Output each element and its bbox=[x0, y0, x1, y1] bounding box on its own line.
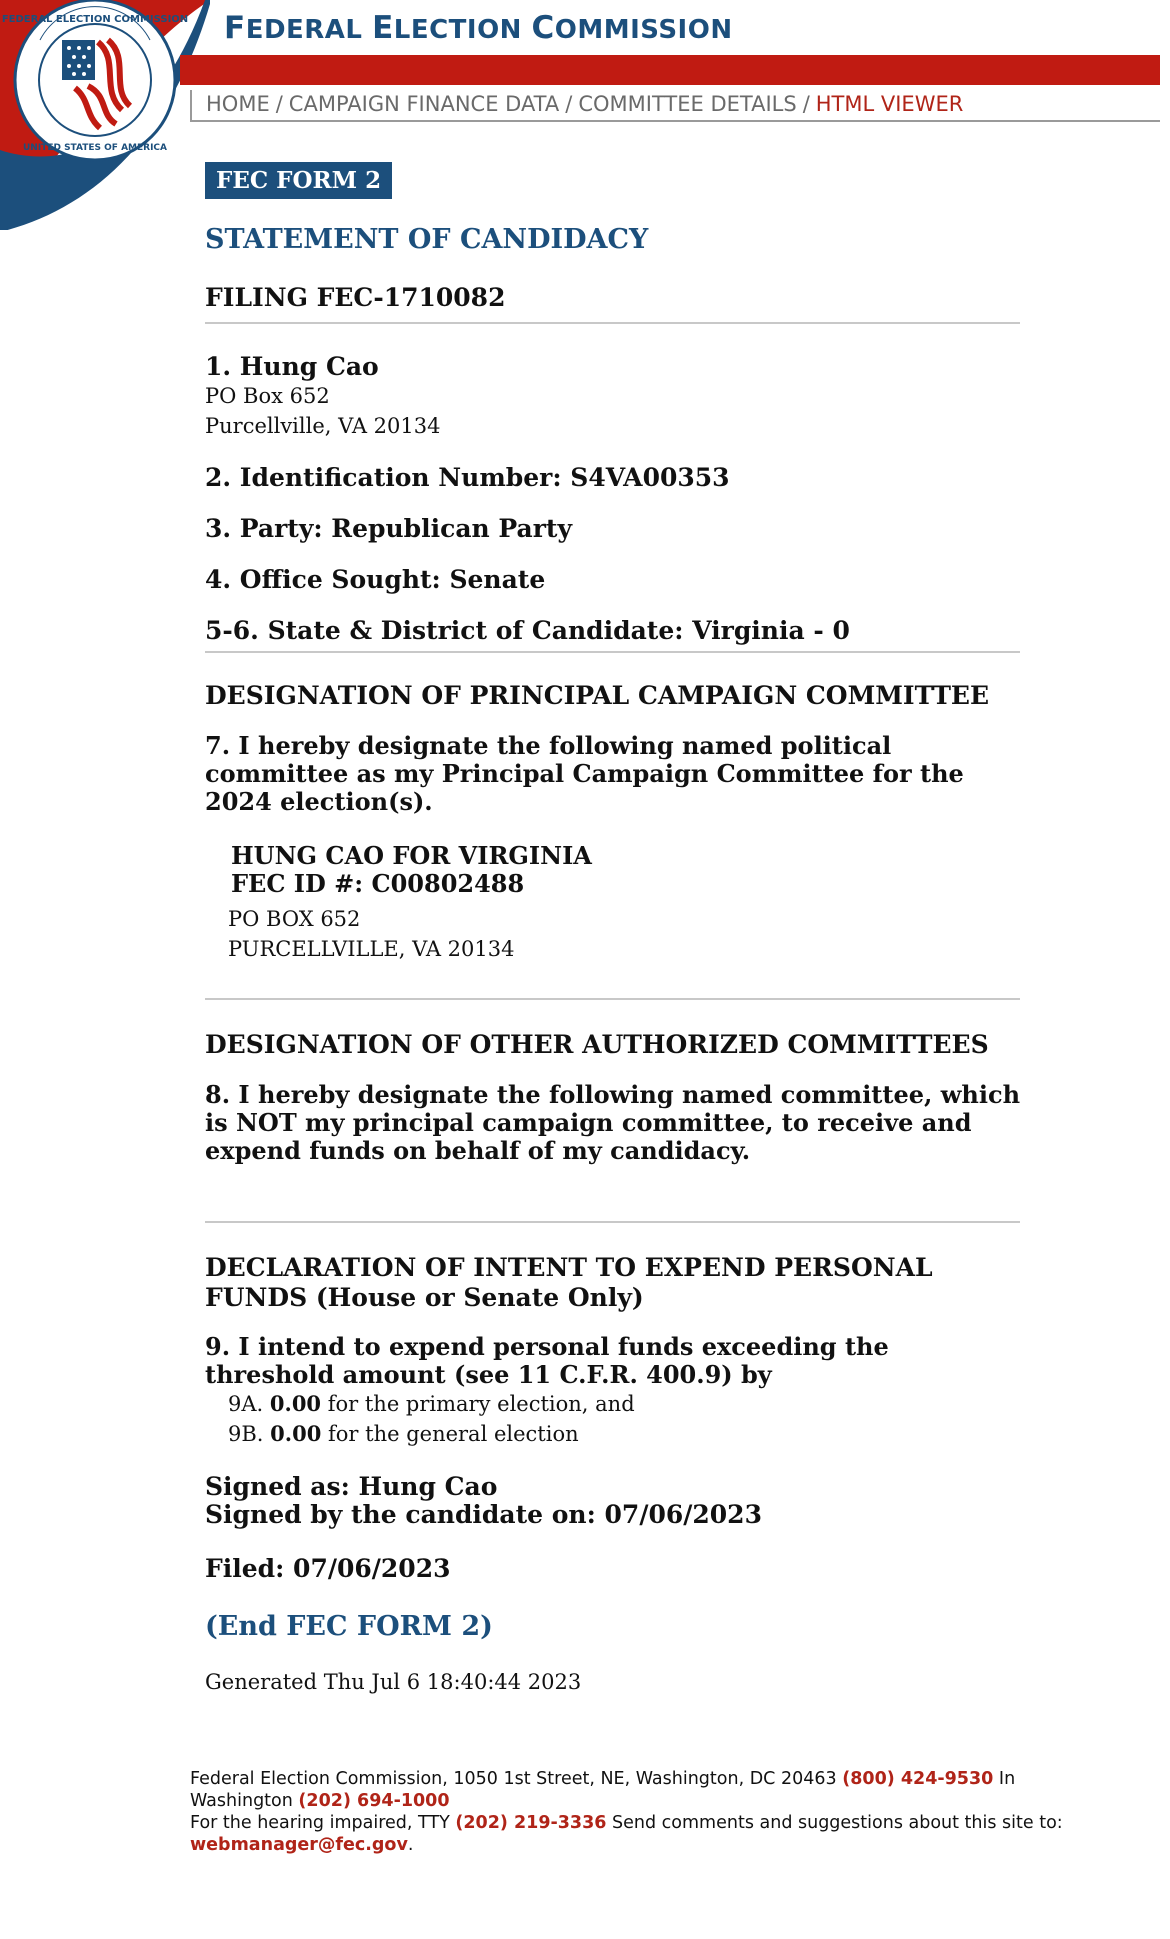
breadcrumb-separator: / bbox=[802, 92, 810, 116]
item9a: 9A. 0.00 for the primary election, and bbox=[228, 1391, 635, 1416]
other-committees-heading: DESIGNATION OF OTHER AUTHORIZED COMMITTEES bbox=[205, 1030, 989, 1059]
divider bbox=[205, 998, 1020, 1000]
breadcrumb-separator: / bbox=[275, 92, 283, 116]
breadcrumb-home[interactable]: HOME bbox=[206, 92, 270, 116]
item9-text: 9. I intend to expend personal funds exceeding the threshold amount (see 11 C.F.R. 400.9) by bbox=[205, 1332, 889, 1389]
fec-seal-logo[interactable] bbox=[0, 0, 210, 230]
principal-committee-heading: DESIGNATION OF PRINCIPAL CAMPAIGN COMMITTEE bbox=[205, 681, 990, 710]
personal-funds-heading: DECLARATION OF INTENT TO EXPEND PERSONAL FUNDS (House or Senate Only) bbox=[205, 1253, 933, 1312]
divider bbox=[205, 1221, 1020, 1223]
filed-date: Filed: 07/06/2023 bbox=[205, 1554, 451, 1583]
breadcrumb-campaign-finance-data[interactable]: CAMPAIGN FINANCE DATA bbox=[288, 92, 560, 116]
item8-text: 8. I hereby designate the following named committee, which is NOT my principal campaign committee, to receive and expend funds on behalf of my candidacy. bbox=[205, 1080, 1021, 1165]
committee-address-line1: PO BOX 652 bbox=[228, 907, 361, 931]
office-sought: 4. Office Sought: Senate bbox=[205, 565, 546, 594]
identification-number: 2. Identification Number: S4VA00353 bbox=[205, 463, 730, 492]
signed-on: Signed by the candidate on: 07/06/2023 bbox=[205, 1500, 762, 1529]
candidate-address-line2: Purcellville, VA 20134 bbox=[205, 414, 441, 438]
footer-phone-dc[interactable]: (202) 694-1000 bbox=[298, 1791, 450, 1811]
committee-name: HUNG CAO FOR VIRGINIA bbox=[231, 841, 592, 870]
footer bbox=[190, 1768, 1120, 1856]
breadcrumb bbox=[190, 90, 1160, 122]
footer-tty-label: For the hearing impaired, TTY bbox=[190, 1813, 450, 1833]
header-red-bar bbox=[180, 55, 1160, 85]
item9b: 9B. 0.00 for the general election bbox=[228, 1421, 579, 1446]
item7-text: 7. I hereby designate the following named political committee as my Principal Campaign Committee for the 2024 election(s). bbox=[205, 731, 964, 816]
footer-phone-tty[interactable]: (202) 219-3336 bbox=[455, 1813, 607, 1833]
form-badge: FEC FORM 2 bbox=[205, 162, 392, 199]
footer-address: Federal Election Commission, 1050 1st Street, NE, Washington, DC 20463 bbox=[190, 1769, 837, 1789]
form-content bbox=[205, 162, 1020, 1694]
committee-fec-id: FEC ID #: C00802488 bbox=[231, 869, 525, 898]
filing-id: FILING FEC-1710082 bbox=[205, 283, 1020, 324]
party: 3. Party: Republican Party bbox=[205, 514, 572, 543]
footer-period: . bbox=[407, 1835, 414, 1855]
committee-address-line2: PURCELLVILLE, VA 20134 bbox=[228, 937, 515, 961]
footer-email-link[interactable]: webmanager@fec.gov bbox=[190, 1835, 408, 1855]
end-form-marker: (End FEC FORM 2) bbox=[205, 1611, 493, 1642]
state-district: 5-6. State & District of Candidate: Virginia - 0 bbox=[205, 616, 1020, 653]
candidate-name: 1. Hung Cao bbox=[205, 352, 379, 381]
form-title: STATEMENT OF CANDIDACY bbox=[205, 224, 649, 255]
breadcrumb-html-viewer[interactable]: HTML VIEWER bbox=[815, 92, 964, 116]
breadcrumb-separator: / bbox=[565, 92, 573, 116]
footer-in-washington: In Washington bbox=[190, 1769, 1016, 1811]
footer-comments-text: Send comments and suggestions about this site to: bbox=[612, 1813, 1063, 1833]
footer-phone-tollfree[interactable]: (800) 424-9530 bbox=[842, 1769, 994, 1789]
signed-as: Signed as: Hung Cao bbox=[205, 1472, 498, 1501]
agency-title[interactable]: FEDERAL ELECTION COMMISSION bbox=[224, 10, 733, 46]
candidate-address-line1: PO Box 652 bbox=[205, 384, 330, 408]
generated-timestamp: Generated Thu Jul 6 18:40:44 2023 bbox=[205, 1670, 582, 1694]
svg-text:FEDERAL ELECTION COMMISSION: FEDERAL ELECTION COMMISSION bbox=[1, 14, 189, 25]
svg-text:UNITED STATES OF AMERICA: UNITED STATES OF AMERICA bbox=[22, 143, 168, 153]
breadcrumb-committee-details[interactable]: COMMITTEE DETAILS bbox=[578, 92, 797, 116]
